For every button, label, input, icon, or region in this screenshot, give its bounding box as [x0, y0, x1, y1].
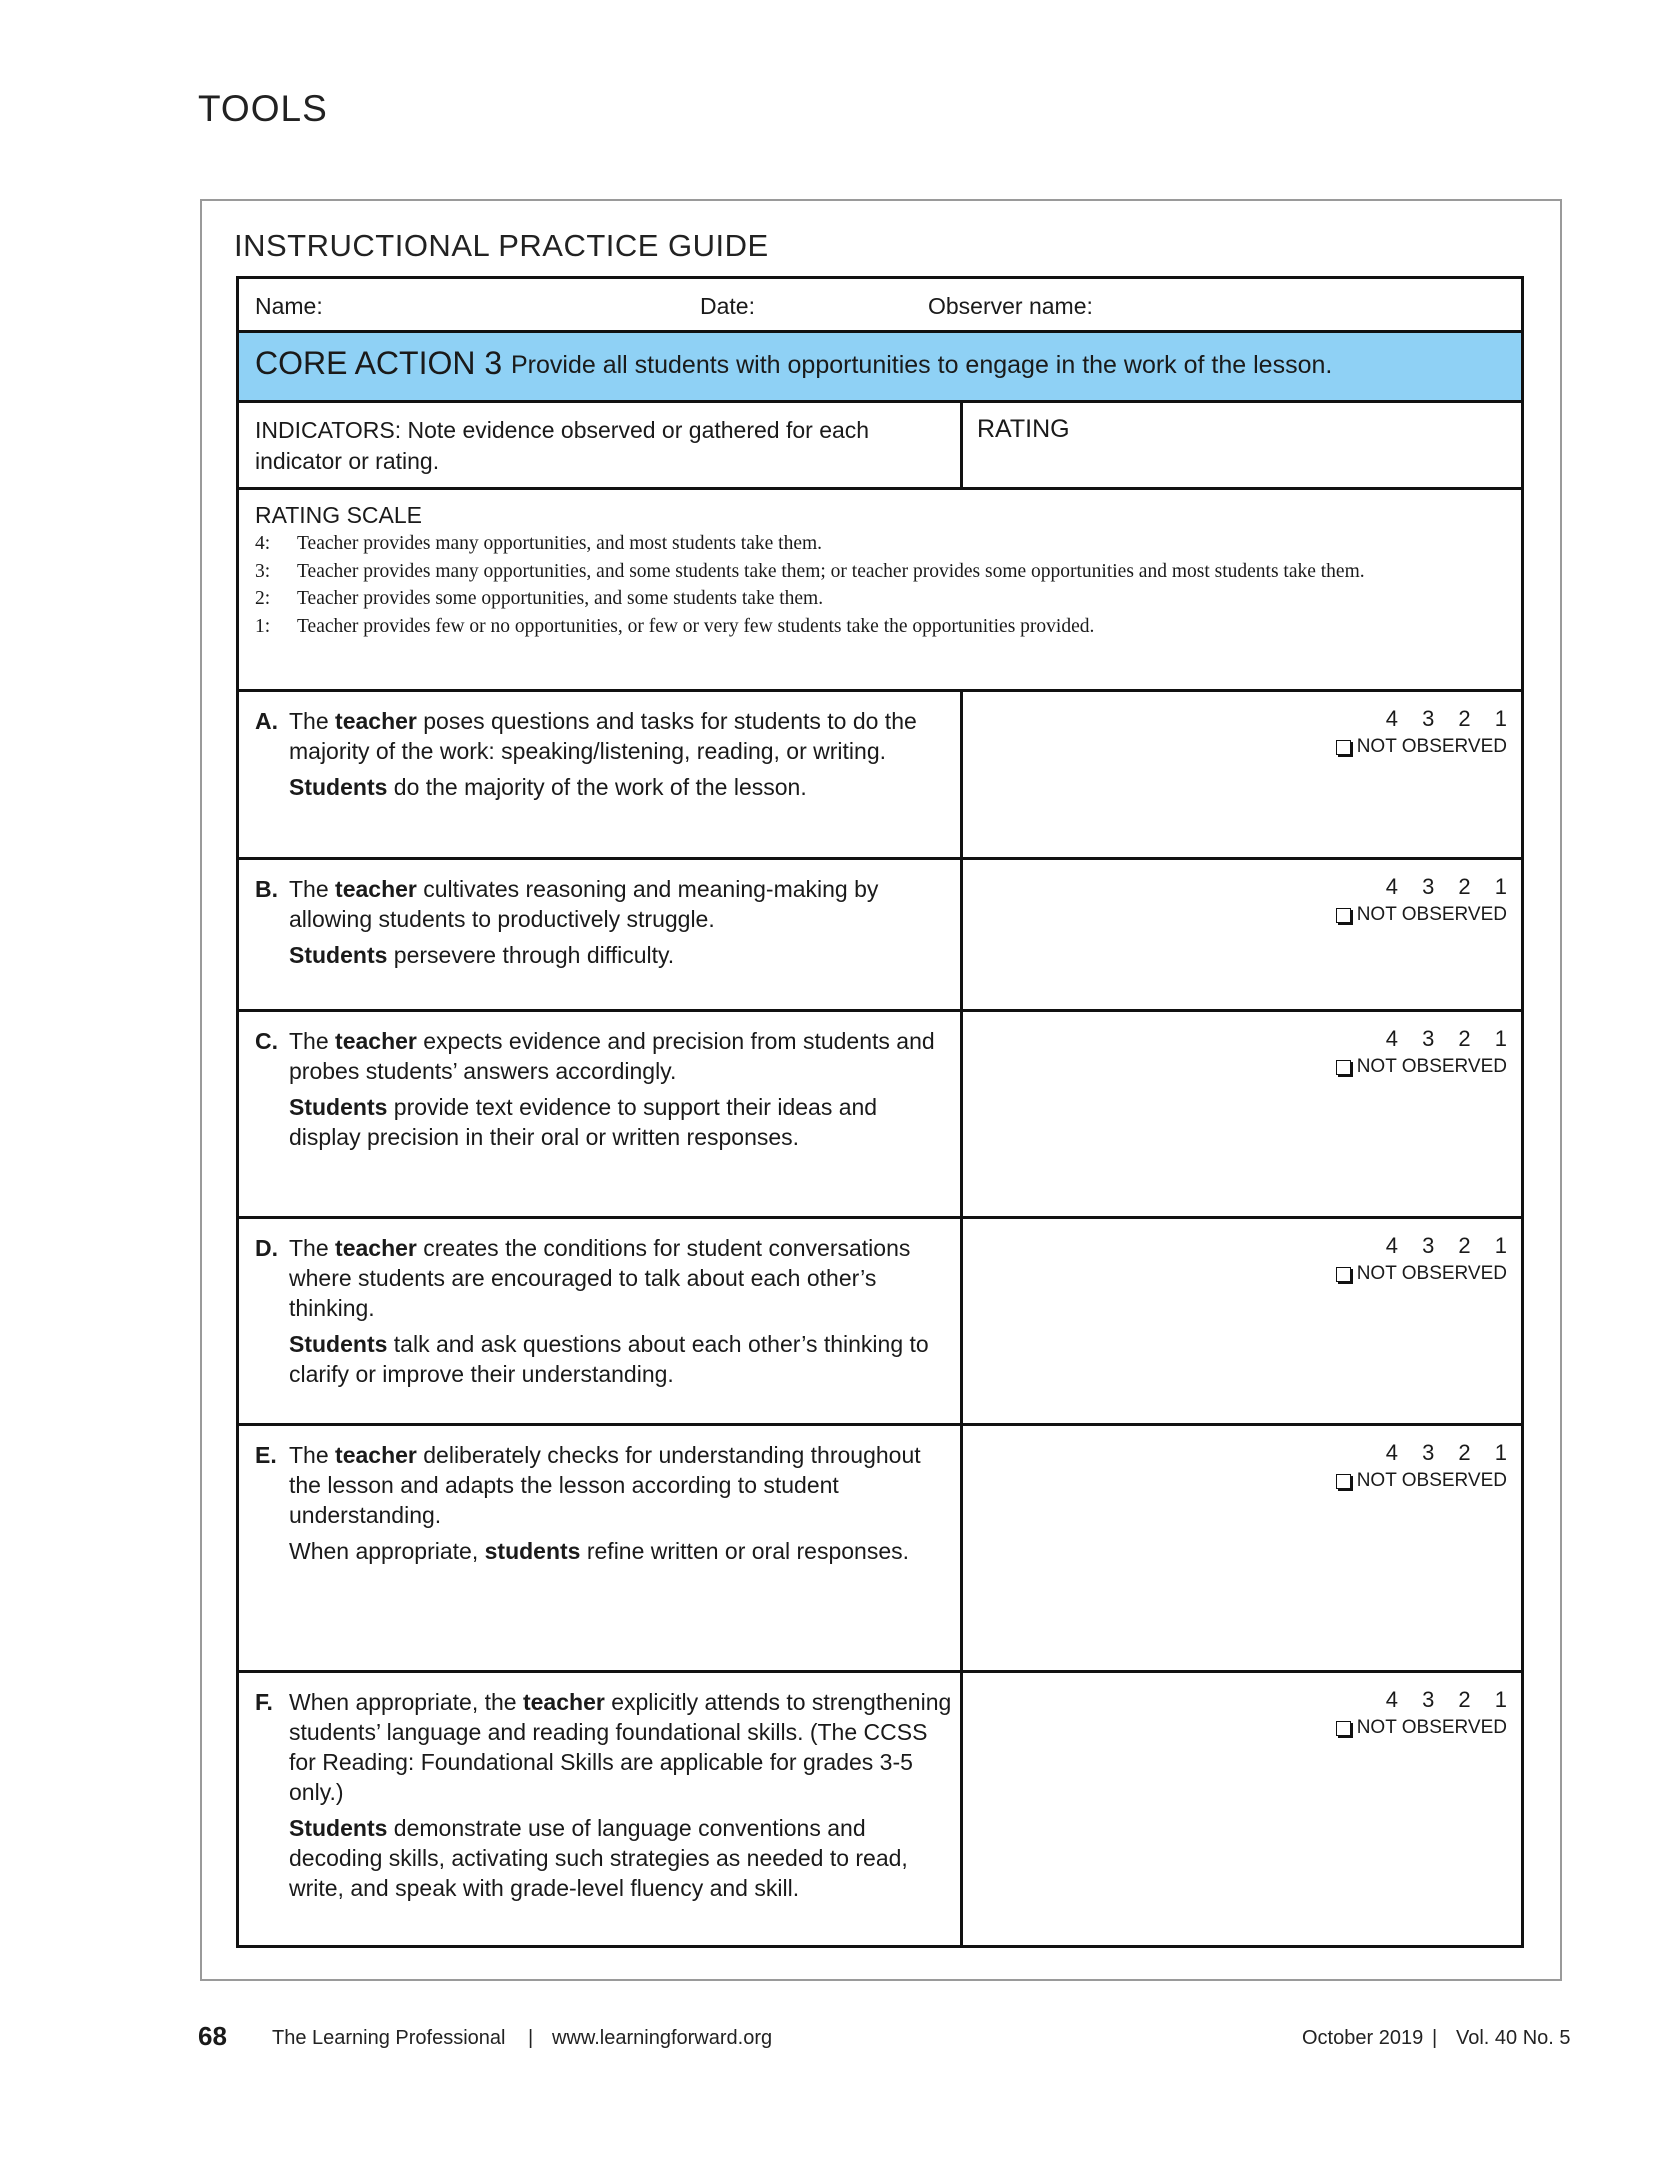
- indicator-row-c: C. The teacher expects evidence and precision from students and probes students’ answers accordingly. Students provide text evidence to support their ideas and display precision in their oral or written responses. 4 3 2 1 NOT OBSERVED: [239, 1012, 1521, 1219]
- indicator-row-f: F. When appropriate, the teacher explicitly attends to strengthening students’ language and reading foundational skills. (The CCSS for Reading: Foundational Skills are applicable for grades 3-5 only.) Students demonstrate use of language conventions and decoding skills, activating such strategies as needed to read, write, and speak with grade-level fluency and skill. 4 3 2 1 NOT OBSERVED: [239, 1673, 1521, 1945]
- rating-values[interactable]: 4 3 2 1: [1385, 1440, 1516, 1465]
- core-action-banner: [239, 333, 1521, 403]
- not-observed-checkbox[interactable]: [1336, 1060, 1351, 1075]
- not-observed-label: NOT OBSERVED: [1356, 1717, 1507, 1738]
- rating-scale-list: [255, 530, 1495, 640]
- observation-form: [236, 276, 1524, 1948]
- guide-title: INSTRUCTIONAL PRACTICE GUIDE: [234, 228, 769, 263]
- indicators-header: INDICATORS: Note evidence observed or gathered for each indicator or rating.: [255, 417, 870, 474]
- website-link[interactable]: www.learningforward.org: [552, 2027, 773, 2049]
- rating-options: [1336, 1440, 1516, 1492]
- not-observed-label: NOT OBSERVED: [1356, 1056, 1507, 1077]
- footer-separator: |: [528, 2027, 534, 2049]
- indicator-row-e: E. The teacher deliberately checks for understanding throughout the lesson and adapts the lesson according to student understanding. When appropriate, students refine written or oral responses. 4 3 2 1 NOT OBSERVED: [239, 1426, 1521, 1673]
- indicator-row-b: B. The teacher cultivates reasoning and meaning-making by allowing students to productively struggle. Students persevere through difficulty. 4 3 2 1 NOT OBSERVED: [239, 860, 1521, 1012]
- rating-header: RATING: [977, 415, 1070, 443]
- not-observed-checkbox[interactable]: [1336, 740, 1351, 755]
- not-observed-checkbox[interactable]: [1336, 1267, 1351, 1282]
- rating-options: [1336, 706, 1516, 758]
- date-field-label[interactable]: Date:: [700, 293, 755, 319]
- rating-options: [1336, 1687, 1516, 1739]
- issue-date: October 2019: [1302, 2027, 1424, 2049]
- rating-values[interactable]: 4 3 2 1: [1385, 1687, 1516, 1712]
- rating-scale-row: [239, 490, 1521, 692]
- rating-values[interactable]: 4 3 2 1: [1385, 706, 1516, 731]
- not-observed-label: NOT OBSERVED: [1356, 1470, 1507, 1491]
- core-action-description: Provide all students with opportunities to engage in the work of the lesson.: [511, 351, 1333, 379]
- not-observed-label: NOT OBSERVED: [1356, 904, 1507, 925]
- indicator-row-a: A. The teacher poses questions and tasks for students to do the majority of the work: speaking/listening, reading, or writing. Students do the majority of the work of the lesson. 4 3 2 1 NOT OBSERVED: [239, 692, 1521, 860]
- rating-values[interactable]: 4 3 2 1: [1385, 874, 1516, 899]
- not-observed-checkbox[interactable]: [1336, 908, 1351, 923]
- name-field-label[interactable]: Name:: [255, 293, 323, 319]
- rating-values[interactable]: 4 3 2 1: [1385, 1026, 1516, 1051]
- section-label: TOOLS: [198, 88, 328, 129]
- rating-scale-item: 4: Teacher provides many opportunities, and most students take them.: [255, 533, 823, 554]
- observer-field-label[interactable]: Observer name:: [928, 293, 1093, 319]
- page-number: 68: [198, 2021, 227, 2051]
- core-action-title: CORE ACTION 3: [255, 345, 503, 381]
- indicator-row-d: D. The teacher creates the conditions for student conversations where students are encouraged to talk about each other’s thinking. Students talk and ask questions about each other’s thinking to clarify or improve their understanding. 4 3 2 1 NOT OBSERVED: [239, 1219, 1521, 1426]
- rating-options: [1336, 1026, 1516, 1078]
- column-header-row: [239, 403, 1521, 490]
- rating-scale-item: 1: Teacher provides few or no opportunities, or few or very few students take the opportunities provided.: [255, 615, 1095, 637]
- not-observed-label: NOT OBSERVED: [1356, 1263, 1507, 1284]
- publication-name: The Learning Professional: [272, 2027, 506, 2049]
- volume-number: Vol. 40 No. 5: [1456, 2027, 1571, 2049]
- rating-options: [1336, 874, 1516, 926]
- rating-values[interactable]: 4 3 2 1: [1385, 1233, 1516, 1258]
- not-observed-label: NOT OBSERVED: [1356, 736, 1507, 757]
- footer-separator: |: [1432, 2027, 1438, 2049]
- not-observed-checkbox[interactable]: [1336, 1721, 1351, 1736]
- not-observed-checkbox[interactable]: [1336, 1474, 1351, 1489]
- rating-options: [1336, 1233, 1516, 1285]
- rating-scale-item: 3: Teacher provides many opportunities, and some students take them; or teacher provides some opportunities and most students take them.: [255, 560, 1365, 582]
- rating-scale-item: 2: Teacher provides some opportunities, and some students take them.: [255, 588, 824, 609]
- header-fields-row: [239, 279, 1521, 333]
- rating-scale-title: RATING SCALE: [255, 502, 422, 528]
